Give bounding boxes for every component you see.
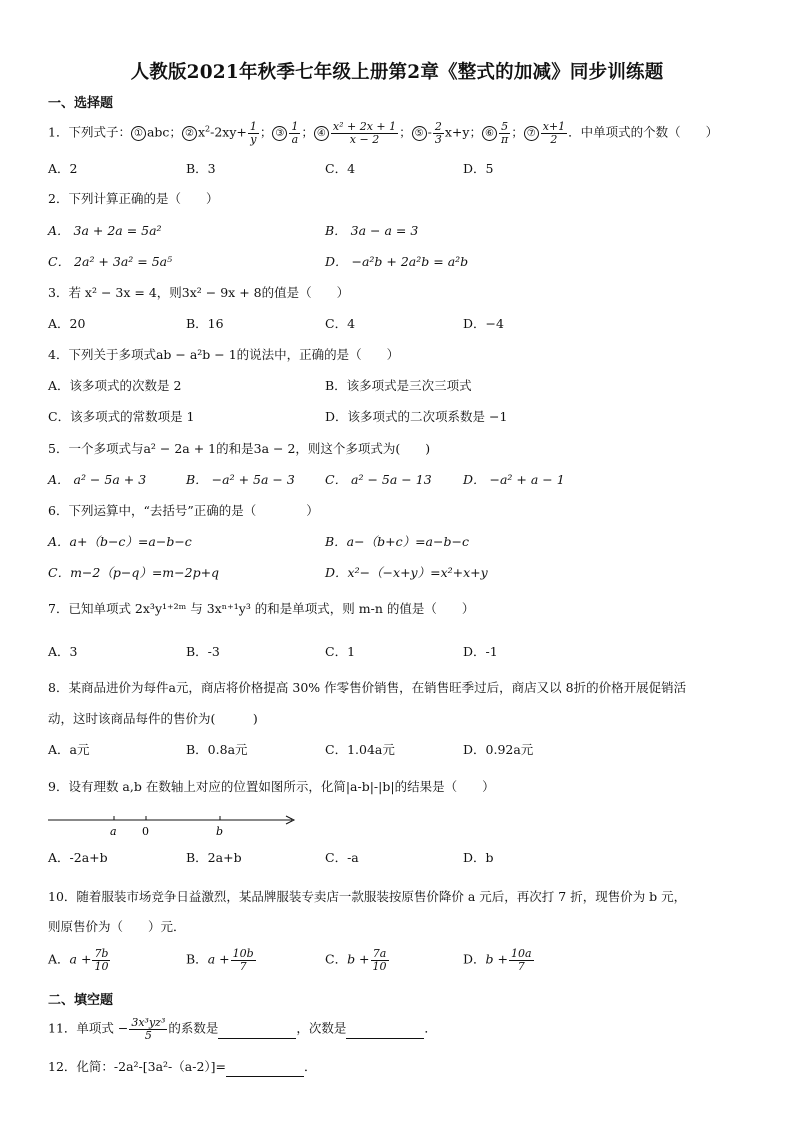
q7-option-c[interactable]: C．1 <box>325 644 356 659</box>
q2-option-b[interactable]: B． 3a − a = 3 <box>325 223 419 238</box>
question-8-line-2: 动，这时该商品每件的售价为( ) <box>48 711 258 726</box>
q9-option-b[interactable]: B．2a+b <box>186 850 242 865</box>
q11-blank-coefficient[interactable] <box>218 1020 296 1039</box>
question-3-stem: 3．若 x² − 3x = 4，则3x² − 9x + 8的值是（ ） <box>48 285 350 300</box>
q4-option-d[interactable]: D．该多项式的二次项系数是 −1 <box>325 409 508 424</box>
q1-option-d[interactable]: D．5 <box>463 161 494 176</box>
q6-option-d[interactable]: D．x²−（−x+y）=x²+x+y <box>325 565 488 580</box>
q1-option-b[interactable]: B．3 <box>186 161 216 176</box>
q2-option-a[interactable]: A． 3a + 2a = 5a² <box>48 223 162 238</box>
q3-option-d[interactable]: D．−4 <box>463 316 504 331</box>
question-8-line-1: 8．某商品进价为每件a元，商店将价格提高 30% 作零售价销售，在销售旺季过后，商店又以 8折的价格开展促销活 <box>48 680 687 695</box>
page-title: 人教版2021年秋季七年级上册第2章《整式的加减》同步训练题 <box>130 62 664 83</box>
label-zero: 0 <box>142 825 149 838</box>
number-line-figure <box>48 810 300 838</box>
question-2-stem: 2．下列计算正确的是（ ） <box>48 191 219 206</box>
question-10-line-1: 10．随着服装市场竞争日益激烈，某品牌服装专卖店一款服装按原售价降价 a 元后，再次打 7 折，现售价为 b 元， <box>48 889 687 904</box>
q6-option-a[interactable]: A．a+（b−c）=a−b−c <box>48 534 192 549</box>
q6-option-b[interactable]: B．a−（b+c）=a−b−c <box>325 534 469 549</box>
question-7-stem: 7．已知单项式 2x³y¹⁺²ᵐ 与 3xⁿ⁺¹y³ 的和是单项式，则 m-n 的值是（ ） <box>48 601 475 616</box>
q3-option-b[interactable]: B．16 <box>186 316 224 331</box>
q10-option-d[interactable]: D．b + $\frac{10a}{7}$ <box>463 947 532 973</box>
q10-option-c[interactable]: C．b + $\frac{7a}{10}$ <box>325 947 387 973</box>
q2-option-c[interactable]: C． 2a² + 3a² = 5a⁵ <box>48 254 173 269</box>
q10-option-a[interactable]: A．a + $\frac{7b}{10}$ <box>48 947 109 973</box>
q8-option-d[interactable]: D．0.92a元 <box>463 742 534 757</box>
q7-option-b[interactable]: B．-3 <box>186 644 220 659</box>
question-10-line-2: 则原售价为（ ）元． <box>48 919 186 934</box>
question-11-stem: 11．单项式 − $\frac{\text{3x³yz³}}{5}$ 的系数是 ，次数是 ． <box>48 1016 437 1042</box>
section-multiple-choice: 一、选择题 <box>48 96 114 111</box>
q5-option-c[interactable]: C． a² − 5a − 13 <box>325 472 432 487</box>
q3-option-c[interactable]: C．4 <box>325 316 356 331</box>
q8-option-b[interactable]: B．0.8a元 <box>186 742 248 757</box>
q12-blank[interactable] <box>226 1058 304 1077</box>
q7-option-d[interactable]: D．-1 <box>463 644 498 659</box>
q2-option-d[interactable]: D． −a²b + 2a²b = a²b <box>325 254 469 269</box>
section-fill-in: 二、填空题 <box>48 993 114 1008</box>
q11-blank-degree[interactable] <box>346 1020 424 1039</box>
question-5-stem: 5．一个多项式与a² − 2a + 1的和是3a − 2，则这个多项式为( ) <box>48 441 431 456</box>
q6-option-c[interactable]: C．m−2（p−q）=m−2p+q <box>48 565 220 580</box>
q9-option-d[interactable]: D．b <box>463 850 494 865</box>
question-9-stem: 9．设有理数 a,b 在数轴上对应的位置如图所示，化简|a-b|-|b|的结果是（ ） <box>48 779 495 794</box>
q9-option-c[interactable]: C．-a <box>325 850 359 865</box>
question-1-stem: 1．下列式子： ① abc； ② $x^2-2xy+$ $\frac{1}{y}$ ； ③ $\frac{1}{a}$ ； ④ $\frac{\text{x² + 2x + 1}}{x - 2}$ ； ⑤ - $\frac{2}{3}$ x+y； ⑥ $\frac{5}{\pi}$ ； ⑦ $\frac{x+1}{2}$ ．中单项式的个数（ ） <box>48 120 719 146</box>
q1-option-a[interactable]: A．2 <box>48 161 78 176</box>
question-6-stem: 6．下列运算中，“去括号”正确的是（ ） <box>48 503 319 518</box>
question-4-stem: 4．下列关于多项式ab − a²b − 1的说法中，正确的是（ ） <box>48 347 400 362</box>
q8-option-c[interactable]: C．1.04a元 <box>325 742 395 757</box>
q5-option-b[interactable]: B． −a² + 5a − 3 <box>186 472 295 487</box>
q7-option-a[interactable]: A．3 <box>48 644 78 659</box>
q8-option-a[interactable]: A．a元 <box>48 742 90 757</box>
label-a: a <box>110 825 117 838</box>
q5-option-a[interactable]: A． a² − 5a + 3 <box>48 472 147 487</box>
label-b: b <box>216 825 224 838</box>
q5-option-d[interactable]: D． −a² + a − 1 <box>463 472 565 487</box>
q4-option-b[interactable]: B．该多项式是三次三项式 <box>325 378 472 393</box>
q4-option-a[interactable]: A．该多项式的次数是 2 <box>48 378 182 393</box>
q10-option-b[interactable]: B．a + $\frac{10b}{7}$ <box>186 947 254 973</box>
q1-option-c[interactable]: C．4 <box>325 161 356 176</box>
q3-option-a[interactable]: A．20 <box>48 316 86 331</box>
q4-option-c[interactable]: C．该多项式的常数项是 1 <box>48 409 195 424</box>
q9-option-a[interactable]: A．-2a+b <box>48 850 108 865</box>
question-12-stem: 12．化简：-2a²-[3a²-（a-2）]= ． <box>48 1058 317 1077</box>
